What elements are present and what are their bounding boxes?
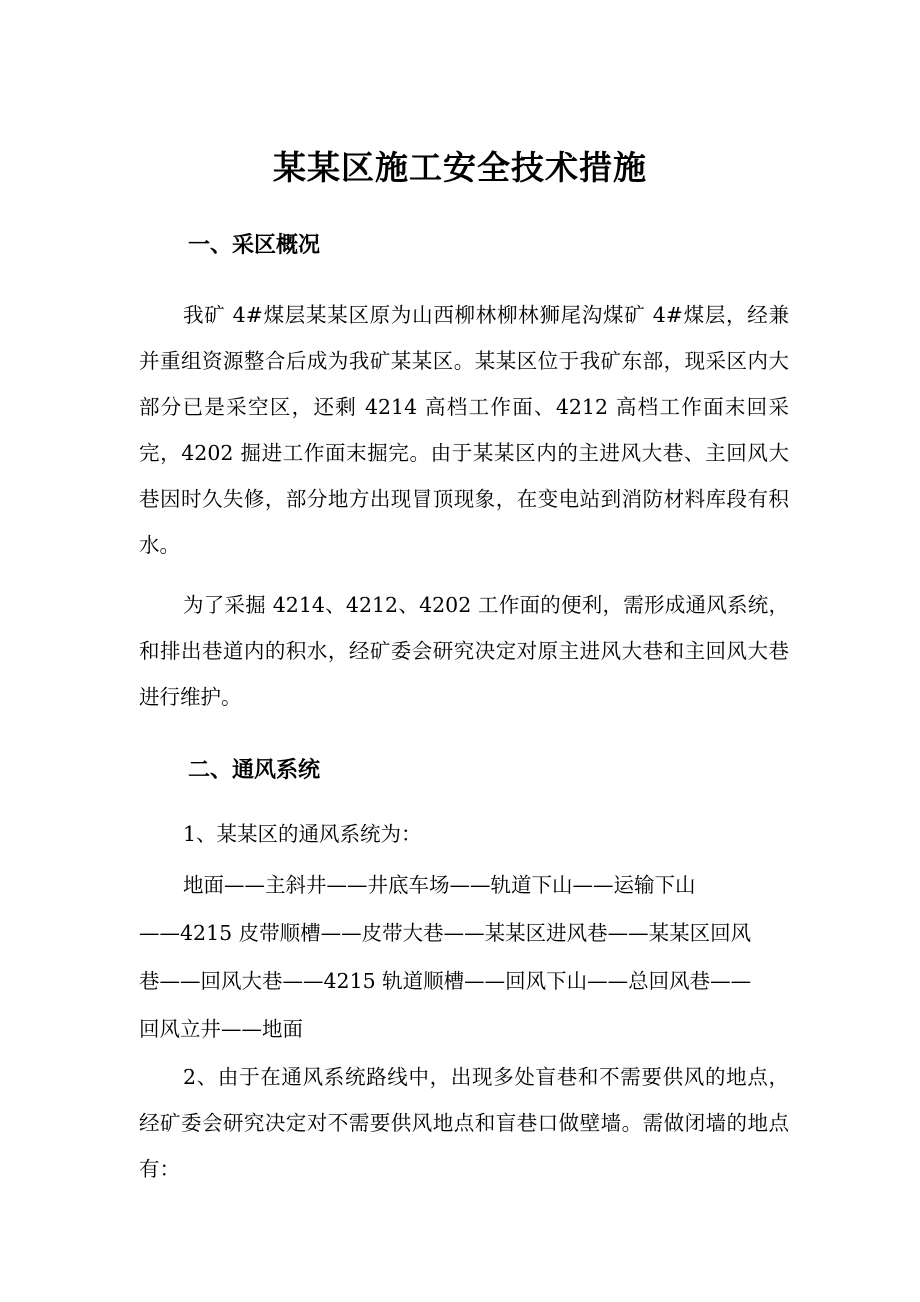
ventilation-route-line: ——4215 皮带顺槽——皮带大巷——某某区进风巷——某某区回风 <box>139 921 752 945</box>
section-heading-ventilation: 二、通风系统 <box>188 757 321 783</box>
section-heading-overview: 一、采区概况 <box>188 232 321 258</box>
ventilation-route-line: 地面——主斜井——井底车场——轨道下山——运输下山 <box>183 873 696 897</box>
paragraph-overview-2: 为了采掘 4214、4212、4202 工作面的便利，需形成通风系统，和排出巷道内的积水，经矿委会研究决定对原主进风大巷和主回风大巷进行维护。 <box>139 593 789 709</box>
ventilation-item-2: 2、由于在通风系统路线中，出现多处盲巷和不需要供风的地点，经矿委会研究决定对不需要供风地点和盲巷口做壁墙。需做闭墙的地点有： <box>139 1065 789 1181</box>
paragraph-overview-1: 我矿 4#煤层某某区原为山西柳林柳林狮尾沟煤矿 4#煤层，经兼并重组资源整合后成为我矿某某区。某某区位于我矿东部，现采区内大部分已是采空区，还剩 4214 高档工作面、4212 高档工作面末回采完，4202 掘进工作面末掘完。由于某某区内的主进风大巷、主回风大巷因时久失修，部分地方出现冒顶现象，在变电站到消防材料库段有积水。 <box>139 303 789 557</box>
ventilation-item-1: 1、某某区的通风系统为： <box>183 822 422 846</box>
document-title: 某某区施工安全技术措施 <box>273 148 647 187</box>
ventilation-route-line: 巷——回风大巷——4215 轨道顺槽——回风下山——总回风巷—— <box>139 969 752 993</box>
ventilation-route-line: 回风立井——地面 <box>139 1017 303 1041</box>
